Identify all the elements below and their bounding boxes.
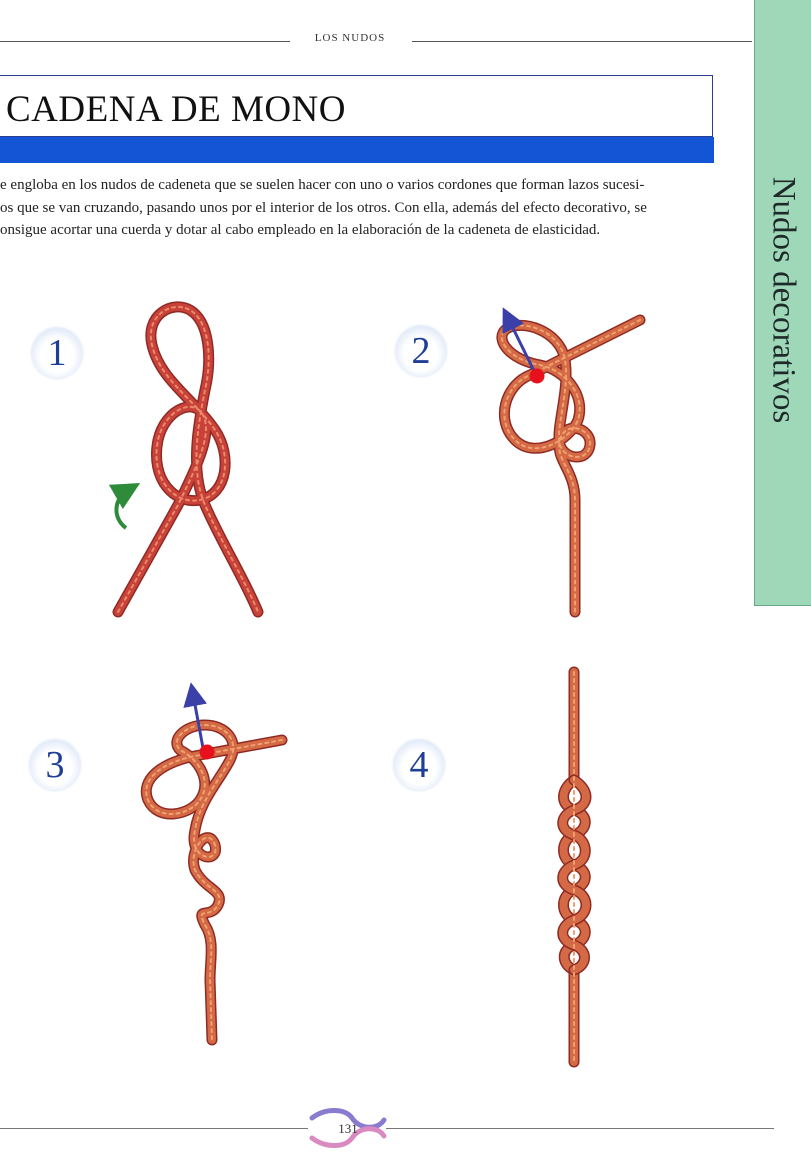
step-2-illustration xyxy=(502,318,640,612)
step-3-illustration xyxy=(146,694,282,1040)
step-number-badge: 1 xyxy=(32,328,82,378)
intro-line: onsigue acortar una cuerda y dotar al cabo empleado en la elaboración de la cadeneta de elasticidad. xyxy=(0,222,601,238)
step-4-illustration xyxy=(563,672,586,1062)
step-number-badge: 3 xyxy=(30,740,80,790)
marker-dot-icon xyxy=(200,745,215,760)
side-tab-label: Nudos decorativos xyxy=(765,176,802,424)
footer-rule-left xyxy=(0,1128,308,1129)
step-number-badge: 4 xyxy=(394,740,444,790)
running-header: LOS NUDOS xyxy=(314,32,386,44)
footer-rule-right xyxy=(386,1128,774,1129)
step-1-illustration xyxy=(116,307,258,612)
marker-dot-icon xyxy=(530,369,545,384)
rotate-arrow-icon xyxy=(116,490,128,528)
page-title: CADENA DE MONO xyxy=(6,89,346,130)
intro-line: e engloba en los nudos de cadeneta que se suelen hacer con uno o varios cordones que forman lazos sucesi- xyxy=(0,177,645,193)
intro-line: os que se van cruzando, pasando unos por el interior de los otros. Con ella, además del efecto decorativo, se xyxy=(0,199,647,216)
step-number-badge: 2 xyxy=(396,326,446,376)
page-number: 131 xyxy=(338,1121,358,1136)
